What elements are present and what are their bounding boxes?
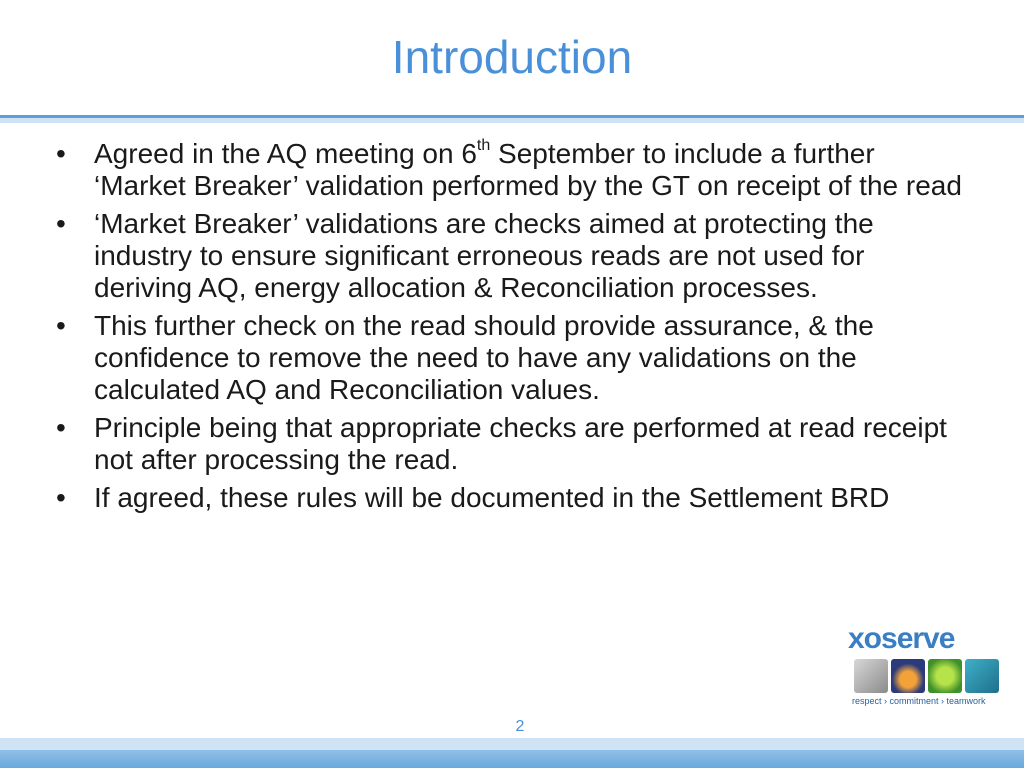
- logo-wordmark: xoserve: [848, 622, 955, 655]
- bullet-text: If agreed, these rules will be documented in the Settlement BRD: [94, 482, 890, 513]
- slide-title: Introduction: [391, 31, 633, 83]
- bullet-glyph: •: [56, 208, 66, 239]
- bullet-item: [52, 138, 962, 202]
- logo-tile-keyboard-icon: [854, 659, 888, 693]
- bullet-glyph: •: [56, 138, 66, 169]
- bullet-item: [52, 482, 962, 514]
- bullet-item: [52, 412, 962, 476]
- logo-tile-circuit-icon: [965, 659, 999, 693]
- logo-tagline: respect › commitment › teamwork: [852, 696, 986, 706]
- bullet-text-part: September to include a further ‘Market Breaker’ validation performed by the GT on receipt of the read: [94, 138, 962, 201]
- bullet-glyph: •: [56, 412, 66, 443]
- bullet-text: ‘Market Breaker’ validations are checks aimed at protecting the industry to ensure significant erroneous reads are not used for deriving AQ, energy allocation & Reconciliation processes.: [94, 208, 874, 303]
- bullet-item: [52, 310, 962, 406]
- logo-tile-green-icon: [928, 659, 962, 693]
- bullet-text: This further check on the read should provide assurance, & the confidence to remove the need to have any validations on the calculated AQ and Reconciliation values.: [94, 310, 874, 405]
- footer-band-dark: [0, 750, 1024, 768]
- logo-image-tiles: [854, 659, 1008, 693]
- bullet-glyph: •: [56, 310, 66, 341]
- bullet-text: Principle being that appropriate checks are performed at read receipt not after processing the read.: [94, 412, 947, 475]
- bullet-text-part: Agreed in the AQ meeting on 6: [94, 138, 477, 169]
- title-divider: [0, 115, 1024, 123]
- bullet-list: [52, 138, 962, 520]
- bullet-glyph: •: [56, 482, 66, 513]
- bullet-superscript: th: [476, 136, 491, 154]
- bullet-item: [52, 208, 962, 304]
- xoserve-logo: [848, 622, 1008, 718]
- page-number: 2: [515, 718, 525, 735]
- logo-tile-gas-flame-icon: [891, 659, 925, 693]
- footer-band: [0, 738, 1024, 750]
